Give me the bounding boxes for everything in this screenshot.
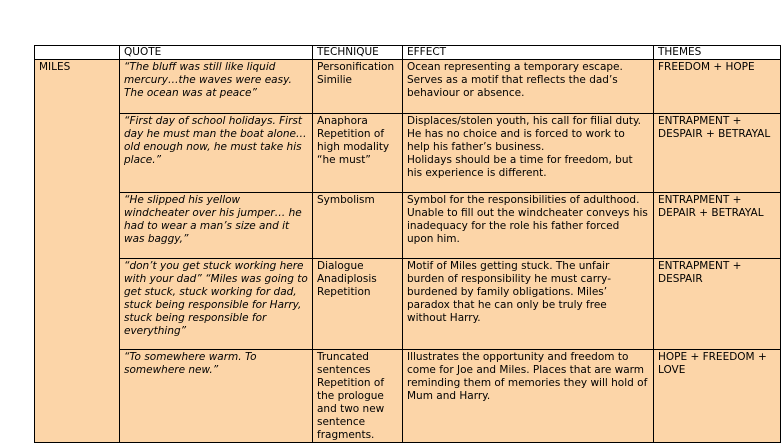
technique-item: Repetition of high modality “he must”	[317, 128, 390, 166]
technique-item: Anaphora	[317, 115, 368, 127]
themes-cell: ENTRAPMENT + DESPAIR + BETRAYAL	[654, 114, 781, 193]
technique-item: Truncated sentences	[317, 351, 371, 376]
effect-item: Holidays should be a time for freedom, but his experience is different.	[407, 154, 633, 179]
quote-cell: “To somewhere warm. To somewhere new.”	[120, 350, 313, 443]
effect-item: Motif of Miles getting stuck. The unfair burden of responsibility he must carry- burdened by family obligations. Miles’ paradox that he can only be truly free without Harry.	[407, 260, 611, 324]
themes-cell: HOPE + FREEDOM + LOVE	[654, 350, 781, 443]
themes-cell: ENTRAPMENT + DESPAIR	[654, 259, 781, 350]
header-themes: THEMES	[654, 46, 781, 60]
effect-item: Symbol for the responsibilities of adulthood. Unable to fill out the windcheater conveys his inadequacy for the role his father forced upon him.	[407, 194, 648, 245]
effect-item: Illustrates the opportunity and freedom to come for Joe and Miles. Places that are warm reminding them of memories they will hold of Mum and Harry.	[407, 351, 648, 402]
effect-cell	[403, 259, 654, 350]
header-speaker	[35, 46, 120, 60]
technique-item: Repetition of the prologue and two new sentence fragments.	[317, 377, 385, 441]
speaker-cell: MILES	[35, 60, 120, 443]
table-row	[35, 60, 781, 114]
table-row	[35, 193, 781, 259]
themes-cell: ENTRAPMENT + DEPAIR + BETRAYAL	[654, 193, 781, 259]
technique-item: Repetition	[317, 286, 371, 298]
effect-item: He has no choice and is forced to work to help his father’s business.	[407, 128, 625, 153]
technique-cell	[313, 193, 403, 259]
table-row	[35, 114, 781, 193]
analysis-table	[34, 45, 781, 443]
technique-item: Personification	[317, 61, 395, 73]
header-quote: QUOTE	[120, 46, 313, 60]
technique-cell	[313, 60, 403, 114]
technique-item: Symbolism	[317, 194, 375, 206]
table-row	[35, 350, 781, 443]
table-row	[35, 259, 781, 350]
quote-cell: “First day of school holidays. First day he must man the boat alone…old enough now, he must take his place.”	[120, 114, 313, 193]
quote-cell: “don’t you get stuck working here with your dad” “Miles was going to get stuck, stuck working for dad, stuck being responsible for Harry, stuck being responsible for everything”	[120, 259, 313, 350]
effect-cell	[403, 60, 654, 114]
themes-cell: FREEDOM + HOPE	[654, 60, 781, 114]
effect-item: Ocean representing a temporary escape. Serves as a motif that reflects the dad’s behaviour or absence.	[407, 61, 623, 99]
header-technique: TECHNIQUE	[313, 46, 403, 60]
effect-item: Displaces/stolen youth, his call for filial duty.	[407, 115, 642, 127]
effect-cell	[403, 193, 654, 259]
technique-item: Dialogue	[317, 260, 364, 272]
effect-cell	[403, 350, 654, 443]
technique-item: Similie	[317, 74, 353, 86]
technique-cell	[313, 114, 403, 193]
technique-cell	[313, 350, 403, 443]
technique-item: Anadiplosis	[317, 273, 377, 285]
header-effect: EFFECT	[403, 46, 654, 60]
header-row	[35, 46, 781, 60]
quote-cell: “The bluff was still like liquid mercury…the waves were easy. The ocean was at peace”	[120, 60, 313, 114]
technique-cell	[313, 259, 403, 350]
quote-cell: “He slipped his yellow windcheater over his jumper… he had to wear a man’s size and it was baggy,”	[120, 193, 313, 259]
effect-cell	[403, 114, 654, 193]
